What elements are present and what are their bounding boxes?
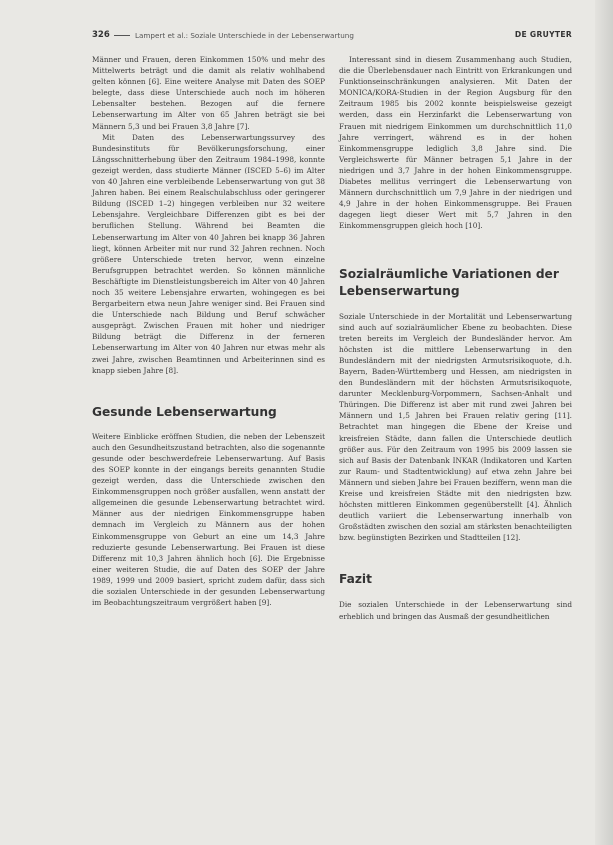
heading-spacer <box>339 588 572 599</box>
running-header <box>92 30 572 44</box>
section-spacer <box>339 543 572 571</box>
right-column <box>339 54 572 622</box>
section-heading-fazit: Fazit <box>339 572 372 587</box>
header-rule <box>114 35 130 36</box>
section-spacer <box>339 232 572 266</box>
paragraph: Mit Daten des Lebenserwartungssurvey des Bundesinstituts für Bevölkerungsforschung, einer Längsschnitterhebung über den Zeitraum 1984–1998, konnte gezeigt werden, dass studierte Männer (ISCED 5–6) im Alter von 40 Jahren eine verbleibende Lebenserwartung von gut 38 Jahren haben. Bei einem Realschulabschluss oder geringerer Bildung (ISCED 1–2) hingegen verbleiben nur 32 weitere Lebensjahre. Vergleichbare Differenzen gibt es bei der beruflichen Stellung. Während bei Beamten die Lebenserwartung im Alter von 40 Jahren bei knapp 36 Jahren liegt, können Arbeiter mit nur rund 32 Jahren rechnen. Noch größere Unterschiede treten hervor, wenn einzelne Berufsgruppen betrachtet werden. So können männliche Beschäftigte im Dienstleistungsbereich im Alter von 40 Jahren noch 35 weitere Lebensjahre erwarten, wohingegen es bei Bergarbeitern etwa neun Jahre weniger sind. Bei Frauen sind die Unterschiede nach Bildung und Beruf schwächer ausgeprägt. Zwischen Frauen mit hoher und niedriger Bildung beträgt die Differenz in der ferneren Lebenserwartung im Alter von 40 Jahren nur etwas mehr als zwei Jahre, zwischen Beamtinnen und Arbeiterinnen sind es knapp sieben Jahre [8]. <box>92 132 325 375</box>
heading-spacer <box>339 300 572 311</box>
paragraph: Weitere Einblicke eröffnen Studien, die neben der Lebenszeit auch den Gesundheitszustand betrachten, also die sogenannte gesunde oder beschwerdefreie Lebenserwartung. Auf Basis des SOEP konnte in der eingangs bereits genannten Studie gezeigt werden, dass die Unterschiede zwischen den Einkommensgruppen noch größer ausfallen, wenn anstatt der allgemeinen die gesunde Lebenserwartung betrachtet wird. Männer aus der niedrigen Einkommensgruppe haben demnach im Vergleich zu Männern aus der hohen Einkommensgruppe von Geburt an eine um 14,3 Jahre reduzierte gesunde Lebenserwartung. Bei Frauen ist diese Differenz mit 10,3 Jahren ähnlich hoch [6]. Die Ergebnisse einer weiteren Studie, die auf Daten des SOEP der Jahre 1989, 1999 und 2009 basiert, spricht zudem dafür, dass sich die sozialen Unterschiede in der gesunden Lebenserwartung im Beobachtungszeitraum vergrößert haben [9]. <box>92 431 325 608</box>
page-edge-shadow <box>595 0 613 845</box>
heading-spacer <box>92 421 325 431</box>
paragraph: Männer und Frauen, deren Einkommen 150% und mehr des Mittelwerts beträgt und die damit als relativ wohlhabend gelten können [6]. Eine weitere Analyse mit Daten des SOEP belegte, dass diese Unterschiede auch noch im höheren Lebensalter bestehen. Bezogen auf die fernere Lebenserwartung im Alter von 65 Jahren beträgt sie bei Männern 5,3 und bei Frauen 3,8 Jahre [7]. <box>92 55 325 131</box>
left-column <box>92 54 325 608</box>
paragraph: Interessant sind in diesem Zusammenhang auch Studien, die die Überlebensdauer nach Eintritt von Erkrankungen und Funktionseinschränkungen analysieren. Mit Daten der MONICA/KORA-Studien in der Region Augsburg für den Zeitraum 1985 bis 2002 konnte beispielsweise gezeigt werden, dass ein Herzinfarkt die Lebenserwartung von Frauen mit niedrigem Einkommen um durchschnittlich 11,0 Jahre verringert, während es in der hohen Einkommensgruppe lediglich 3,8 Jahre sind. Die Vergleichswerte für Männer betragen 5,1 Jahre in der niedrigen und 3,7 Jahre in der hohen Einkommensgruppe. Diabetes mellitus verringert die Lebenserwartung von Männern durchschnittlich um 7,9 Jahre in der niedrigen und 4,9 Jahre in der hohen Einkommensgruppe. Bei Frauen dagegen liegt dieser Wert mit 5,7 Jahren in den Einkommensgruppen gleich hoch [10]. <box>339 55 572 231</box>
running-head-title: Lampert et al.: Soziale Unterschiede in der Lebenserwartung <box>135 31 354 40</box>
page-number: 326 <box>92 30 110 40</box>
section-heading-gesunde-lebenserwartung: Gesunde Lebenserwartung <box>92 404 277 419</box>
section-heading-sozialraeumliche-variationen: Sozialräumliche Variationen der Lebenserwartung <box>339 266 559 298</box>
paragraph: Soziale Unterschiede in der Mortalität und Lebenserwartung sind auch auf sozialräumlicher Ebene zu beobachten. Diese treten bereits im Vergleich der Bundesländer hervor. Am höchsten ist die mittlere Lebenserwartung in den Bundesländern mit der niedrigsten Armutsrisikoquote, d.h. Bayern, Baden-Württemberg und Hessen, am niedrigsten in den Bundesländern mit der höchsten Armutsrisikoquote, darunter Mecklenburg-Vorpommern, Sachsen-Anhalt und Thüringen. Die Differenz ist aber mit rund zwei Jahren bei Männern und 1,5 Jahren bei Frauen relativ gering [11]. Betrachtet man hingegen die Ebene der Kreise und kreisfreien Städte, dann fallen die Unterschiede deutlich größer aus. Für den Zeitraum von 1995 bis 2009 lassen sie sich auf Basis der Datenbank INKAR (Indikatoren und Karten zur Raum- und Stadtentwicklung) auf etwa zehn Jahre bei Männern und sieben Jahre bei Frauen beziffern, wenn man die Kreise und kreisfreien Städte mit den niedrigsten bzw. höchsten mittleren Einkommen gegenüberstellt [4]. Ähnlich deutlich variiert die Lebenserwartung innerhalb von Großstädten zwischen den sozial am stärksten benachteiligten bzw. begünstigten Bezirken und Stadtteilen [12]. <box>339 311 572 543</box>
section-spacer <box>92 376 325 404</box>
paragraph: Die sozialen Unterschiede in der Lebenserwartung sind erheblich und bringen das Ausmaß der gesundheitlichen <box>339 600 572 621</box>
publisher-name: DE GRUYTER <box>514 30 572 39</box>
